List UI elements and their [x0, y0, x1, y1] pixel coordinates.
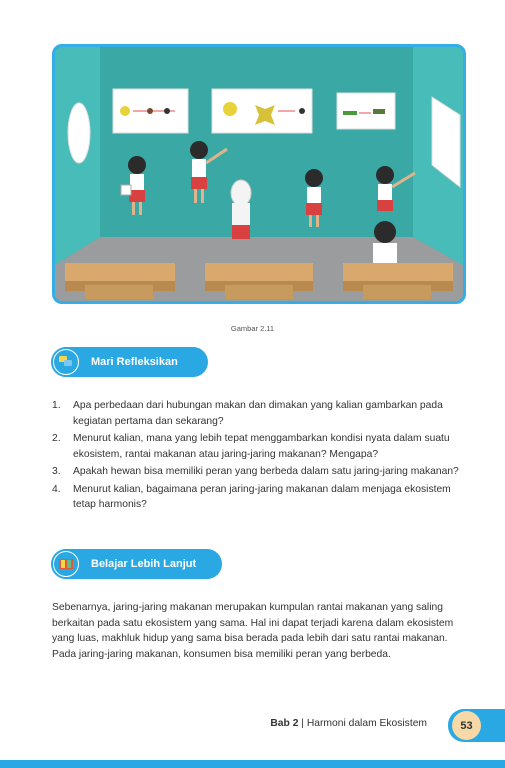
reflection-questions	[52, 398, 468, 515]
footer-separator: |	[298, 718, 307, 729]
reflection-chat-icon	[51, 347, 81, 377]
book-icon	[51, 549, 81, 579]
question-text: Menurut kalian, bagaimana peran jaring-jaring makanan dalam menjaga ekosistem tetap harmonis?	[73, 483, 451, 510]
section-title-reflect: Mari Refleksikan	[91, 356, 178, 368]
question-item	[52, 431, 468, 462]
classroom-illustration	[52, 44, 466, 304]
poster-food-chain-2	[212, 89, 312, 133]
section-header-learn	[52, 549, 222, 579]
question-text: Menurut kalian, mana yang lebih tepat menggambarkan kondisi nyata dalam suatu ekosistem, rantai makanan atau jaring-jaring makanan? Mengapa?	[73, 433, 450, 460]
question-item	[52, 482, 468, 513]
classroom-scene	[55, 47, 463, 301]
question-item	[52, 464, 468, 480]
chapter-title: Harmoni dalam Ekosistem	[306, 718, 427, 729]
question-number: 2.	[52, 433, 61, 444]
section-header-reflect	[52, 347, 208, 377]
bottom-bar	[0, 760, 505, 768]
student-hijab	[231, 180, 251, 239]
question-number: 3.	[52, 466, 61, 477]
question-number: 4.	[52, 483, 61, 495]
question-text: Apa perbedaan dari hubungan makan dan dimakan yang kalian gambarkan pada kegiatan pertama dan sekarang?	[73, 400, 443, 427]
question-text: Apakah hewan bisa memiliki peran yang berbeda dalam satu jaring-jaring makanan?	[73, 466, 459, 477]
question-item	[52, 398, 468, 429]
question-number: 1.	[52, 400, 61, 411]
section-title-learn: Belajar Lebih Lanjut	[91, 558, 197, 570]
body-paragraph: Sebenarnya, jaring-jaring makanan merupakan kumpulan rantai makanan yang saling berkaitan pada satu ekosistem yang sama. Hal ini dapat terjadi karena dalam ekosistem yang luas, makhluk hidup yang sama bisa berada pada lebih dari satu rantai makanan. Pada jaring-jaring makanan, konsumen bisa memiliki peran yang berbeda.	[52, 602, 454, 660]
chapter-number: Bab 2	[270, 718, 299, 729]
poster-food-chain-3	[337, 93, 395, 129]
footer-chapter	[270, 718, 427, 729]
poster-food-chain-1	[113, 89, 188, 133]
figure-caption: Gambar 2.11	[230, 324, 275, 333]
page-number: 53	[452, 711, 481, 740]
